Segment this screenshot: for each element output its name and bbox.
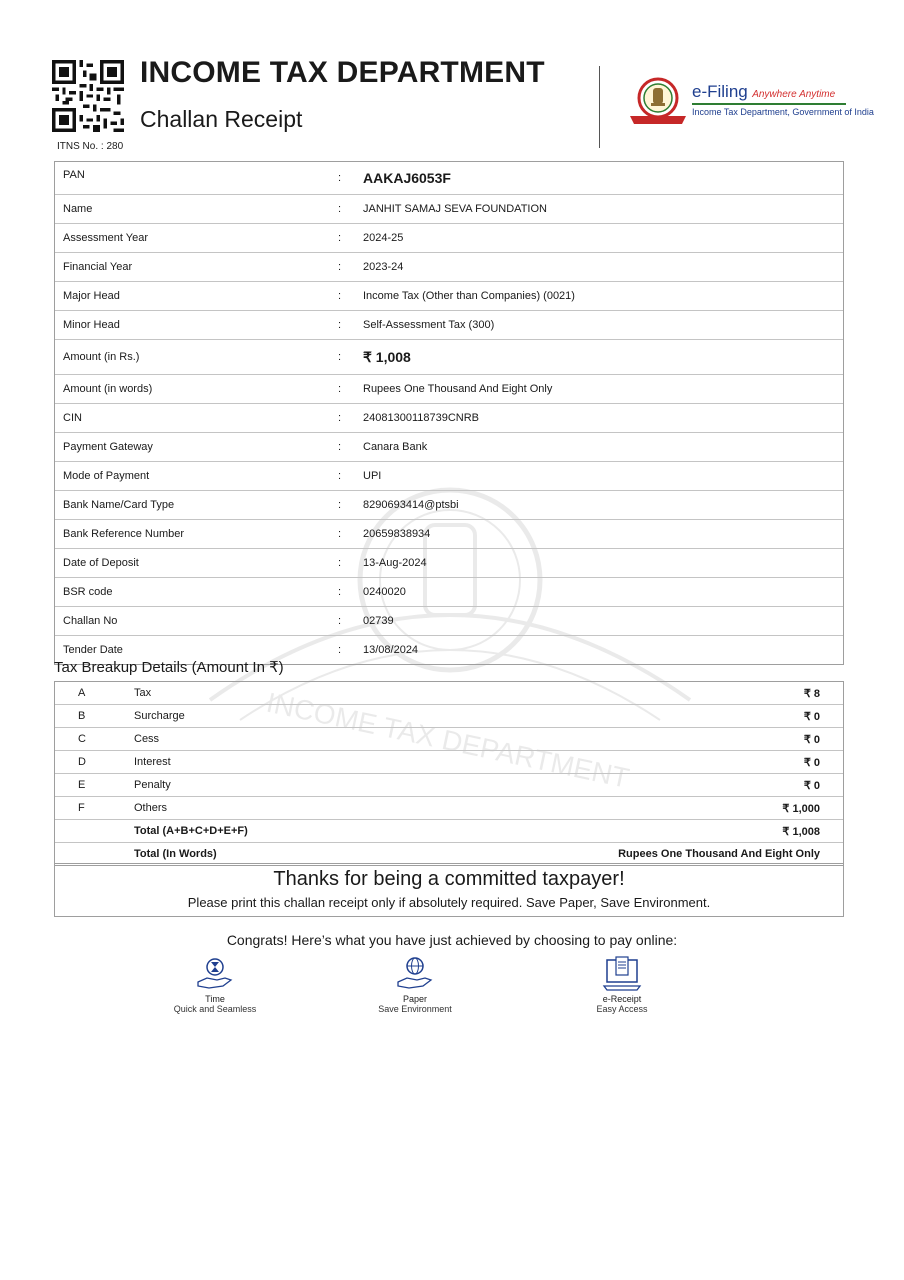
detail-row	[55, 281, 843, 310]
breakup-name: Tax	[134, 687, 152, 699]
detail-separator: :	[338, 644, 342, 656]
breakup-name: Penalty	[134, 779, 171, 791]
detail-label: Bank Reference Number	[63, 528, 185, 540]
detail-value: Self-Assessment Tax (300)	[363, 319, 495, 331]
detail-separator: :	[338, 290, 342, 302]
detail-row	[55, 548, 843, 577]
detail-value: Canara Bank	[363, 441, 428, 453]
detail-row	[55, 374, 843, 403]
globe-hand-icon	[395, 956, 435, 992]
breakup-code: A	[78, 687, 86, 699]
thanks-box	[54, 863, 844, 917]
detail-row	[55, 432, 843, 461]
breakup-name: Total (In Words)	[134, 848, 217, 860]
detail-label: Name	[63, 203, 93, 215]
breakup-row	[55, 727, 843, 750]
detail-row	[55, 252, 843, 281]
challan-details-table	[54, 161, 844, 665]
detail-separator: :	[338, 557, 342, 569]
detail-row	[55, 223, 843, 252]
detail-label: Major Head	[63, 290, 120, 302]
detail-value: 02739	[363, 615, 394, 627]
detail-label: Bank Name/Card Type	[63, 499, 175, 511]
breakup-name: Interest	[134, 756, 171, 768]
breakup-name: Total (A+B+C+D+E+F)	[134, 825, 248, 837]
breakup-amount: ₹ 1,000	[782, 803, 820, 815]
computer-receipt-icon	[602, 956, 642, 992]
detail-label: Challan No	[63, 615, 118, 627]
detail-value: JANHIT SAMAJ SEVA FOUNDATION	[363, 203, 547, 215]
breakup-row	[55, 750, 843, 773]
detail-row	[55, 461, 843, 490]
detail-value: 20659838934	[363, 528, 431, 540]
breakup-row	[55, 704, 843, 727]
detail-value: 13/08/2024	[363, 644, 419, 656]
detail-separator: :	[338, 586, 342, 598]
detail-separator: :	[338, 383, 342, 395]
feature-time	[145, 956, 285, 1014]
feature-time-subtitle: Quick and Seamless	[173, 1004, 257, 1014]
detail-separator: :	[338, 412, 342, 424]
breakup-code: E	[78, 779, 86, 791]
detail-value: 2024-25	[363, 232, 404, 244]
breakup-code: C	[78, 733, 86, 745]
detail-value: 0240020	[363, 586, 406, 598]
detail-row	[55, 490, 843, 519]
breakup-name: Cess	[134, 733, 160, 745]
breakup-row	[55, 819, 843, 842]
detail-label: Payment Gateway	[63, 441, 153, 453]
breakup-row	[55, 796, 843, 819]
detail-separator: :	[338, 441, 342, 453]
department-title: INCOME TAX DEPARTMENT	[140, 56, 545, 89]
watermark-text: INCOME TAX DEPARTMENT	[263, 686, 632, 794]
detail-label: Financial Year	[63, 261, 133, 273]
congrats-message: Congrats! Here’s what you have just achieved by choosing to pay online:	[226, 932, 678, 948]
detail-row	[55, 310, 843, 339]
breakup-row	[55, 842, 843, 865]
efiling-logo-text: e-Filing	[692, 82, 748, 101]
detail-value: 2023-24	[363, 261, 404, 273]
detail-value: Income Tax (Other than Companies) (0021)	[363, 290, 575, 302]
header-divider	[599, 66, 600, 148]
detail-row	[55, 194, 843, 223]
breakup-amount: ₹ 8	[803, 688, 820, 700]
detail-label: Amount (in Rs.)	[63, 351, 140, 363]
breakup-code: B	[78, 710, 86, 722]
efiling-brand	[692, 82, 835, 102]
detail-value: 24081300118739CNRB	[363, 412, 479, 424]
detail-value: 8290693414@ptsbi	[363, 499, 459, 511]
breakup-amount: ₹ 0	[803, 780, 820, 792]
detail-label: Date of Deposit	[63, 557, 139, 569]
breakup-amount: ₹ 0	[803, 711, 820, 723]
breakup-amount: ₹ 0	[803, 734, 820, 746]
detail-label: Tender Date	[63, 644, 123, 656]
department-emblem-icon	[626, 76, 690, 126]
breakup-code: D	[78, 756, 86, 768]
feature-ereceipt-title: e-Receipt	[602, 994, 642, 1004]
breakup-row	[55, 773, 843, 796]
detail-value: ₹ 1,008	[363, 349, 411, 365]
breakup-title: Tax Breakup Details (Amount In ₹)	[54, 659, 284, 676]
breakup-amount: ₹ 0	[803, 757, 820, 769]
detail-row	[55, 403, 843, 432]
breakup-name: Others	[134, 802, 168, 814]
detail-row	[55, 519, 843, 548]
detail-label: Mode of Payment	[63, 470, 150, 482]
detail-separator: :	[338, 499, 342, 511]
detail-separator: :	[338, 528, 342, 540]
detail-separator: :	[338, 470, 342, 482]
feature-ereceipt	[552, 956, 692, 1014]
feature-paper	[345, 956, 485, 1014]
tax-breakup-table	[54, 681, 844, 866]
efiling-underline	[692, 103, 846, 105]
detail-value: UPI	[363, 470, 382, 482]
itns-number: ITNS No. : 280	[57, 141, 124, 152]
breakup-name: Surcharge	[134, 710, 185, 722]
detail-row	[55, 339, 843, 374]
thanks-title: Thanks for being a committed taxpayer!	[273, 868, 625, 890]
detail-separator: :	[338, 232, 342, 244]
breakup-code: F	[78, 802, 85, 814]
efiling-subtitle: Income Tax Department, Government of India	[692, 107, 874, 117]
detail-label: BSR code	[63, 586, 113, 598]
detail-label: Minor Head	[63, 319, 120, 331]
detail-separator: :	[338, 615, 342, 627]
hourglass-hand-icon	[195, 956, 235, 992]
detail-row	[55, 606, 843, 635]
detail-separator: :	[338, 203, 342, 215]
detail-separator: :	[338, 319, 342, 331]
detail-label: CIN	[63, 412, 82, 424]
document-title: Challan Receipt	[140, 106, 303, 132]
feature-paper-title: Paper	[402, 994, 428, 1004]
detail-label: Assessment Year	[63, 232, 148, 244]
detail-row	[55, 162, 843, 194]
detail-separator: :	[338, 351, 342, 363]
detail-label: PAN	[63, 169, 85, 181]
breakup-row	[55, 682, 843, 704]
detail-separator: :	[338, 172, 342, 184]
feature-time-title: Time	[205, 994, 225, 1004]
thanks-note: Please print this challan receipt only if absolutely required. Save Paper, Save Environment.	[187, 895, 711, 910]
feature-paper-subtitle: Save Environment	[378, 1004, 452, 1014]
breakup-amount: Rupees One Thousand And Eight Only	[618, 848, 820, 860]
qr-code	[52, 60, 124, 132]
detail-separator: :	[338, 261, 342, 273]
breakup-amount: ₹ 1,008	[782, 826, 820, 838]
efiling-tagline: Anywhere Anytime	[752, 89, 836, 100]
detail-value: 13-Aug-2024	[363, 557, 427, 569]
detail-label: Amount (in words)	[63, 383, 153, 395]
detail-row	[55, 577, 843, 606]
detail-value: Rupees One Thousand And Eight Only	[363, 383, 553, 395]
feature-ereceipt-subtitle: Easy Access	[596, 1004, 648, 1014]
detail-value: AAKAJ6053F	[363, 170, 451, 186]
